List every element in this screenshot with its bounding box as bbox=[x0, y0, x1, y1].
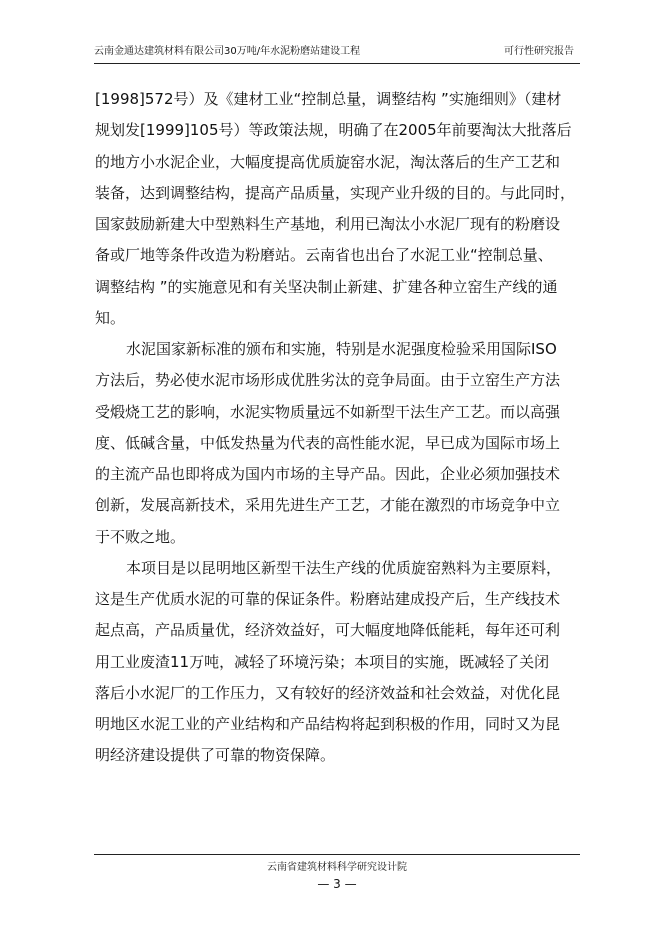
header-report-type: 可行性研究报告 bbox=[504, 46, 574, 57]
text-line: 装备，达到调整结构，提高产品质量，实现产业升级的目的。与此同时， bbox=[95, 183, 576, 202]
text-line: 明经济建设提供了可靠的物资保障。 bbox=[95, 746, 336, 765]
text-line: 于不败之地。 bbox=[95, 527, 186, 546]
header-project-title: 云南金通达建筑材料有限公司30万吨/年水泥粉磨站建设工程 bbox=[94, 46, 361, 57]
text-line: 的地方小水泥企业，大幅度提高优质旋窑水泥，淘汰落后的生产工艺和 bbox=[95, 152, 561, 171]
paragraph-first-line: 本项目是以昆明地区新型干法生产线的优质旋窑熟料为主要原料， bbox=[126, 558, 562, 577]
text-line: [1998]572号）及《建材工业“控制总量，调整结构 ”实施细则》（建材 bbox=[95, 90, 562, 108]
text-line: 受煅烧工艺的影响，水泥实物质量远不如新型干法生产工艺。而以高强 bbox=[95, 402, 561, 421]
text-line: 备或厂地等条件改造为粉磨站。云南省也出台了水泥工业“控制总量、 bbox=[95, 246, 553, 265]
text-line: 创新，发展高新技术，采用先进生产工艺，才能在激烈的市场竞争中立 bbox=[95, 496, 561, 515]
text-line: 用工业废渣11万吨，减轻了环境污染；本项目的实施，既减轻了关闭 bbox=[95, 652, 550, 671]
text-line: 度、低碱含量，中低发热量为代表的高性能水泥，早已成为国际市场上 bbox=[95, 433, 561, 452]
page-header bbox=[94, 44, 578, 60]
text-line: 国家鼓励新建大中型熟料生产基地，利用已淘汰小水泥厂现有的粉磨设 bbox=[95, 215, 561, 233]
text-line: 知。 bbox=[95, 308, 126, 327]
text-line: 这是生产优质水泥的可靠的保证条件。粉磨站建成投产后，生产线技术 bbox=[95, 590, 561, 608]
footer-institute: 云南省建筑材料科学研究设计院 bbox=[267, 862, 407, 873]
footer-divider bbox=[94, 854, 580, 855]
page-number: — 3 — bbox=[317, 877, 357, 891]
paragraph-first-line: 水泥国家新标准的颁布和实施，特别是水泥强度检验采用国际ISO bbox=[126, 340, 557, 358]
text-line: 落后小水泥厂的工作压力，又有较好的经济效益和社会效益，对优化昆 bbox=[95, 683, 561, 702]
document-body bbox=[95, 84, 585, 772]
header-divider bbox=[94, 63, 580, 64]
text-line: 起点高，产品质量优，经济效益好，可大幅度地降低能耗，每年还可利 bbox=[95, 621, 561, 640]
text-line: 明地区水泥工业的产业结构和产品结构将起到积极的作用，同时又为昆 bbox=[95, 715, 561, 733]
text-line: 调整结构 ”的实施意见和有关坚决制止新建、扩建各种立窑生产线的通 bbox=[95, 277, 558, 296]
text-line: 的主流产品也即将成为国内市场的主导产品。因此，企业必须加强技术 bbox=[95, 465, 561, 483]
text-line: 方法后，势必使水泥市场形成优胜劣汰的竞争局面。由于立窑生产方法 bbox=[95, 371, 561, 390]
text-line: 规划发[1999]105号）等政策法规，明确了在2005年前要淘汰大批落后 bbox=[95, 121, 572, 140]
